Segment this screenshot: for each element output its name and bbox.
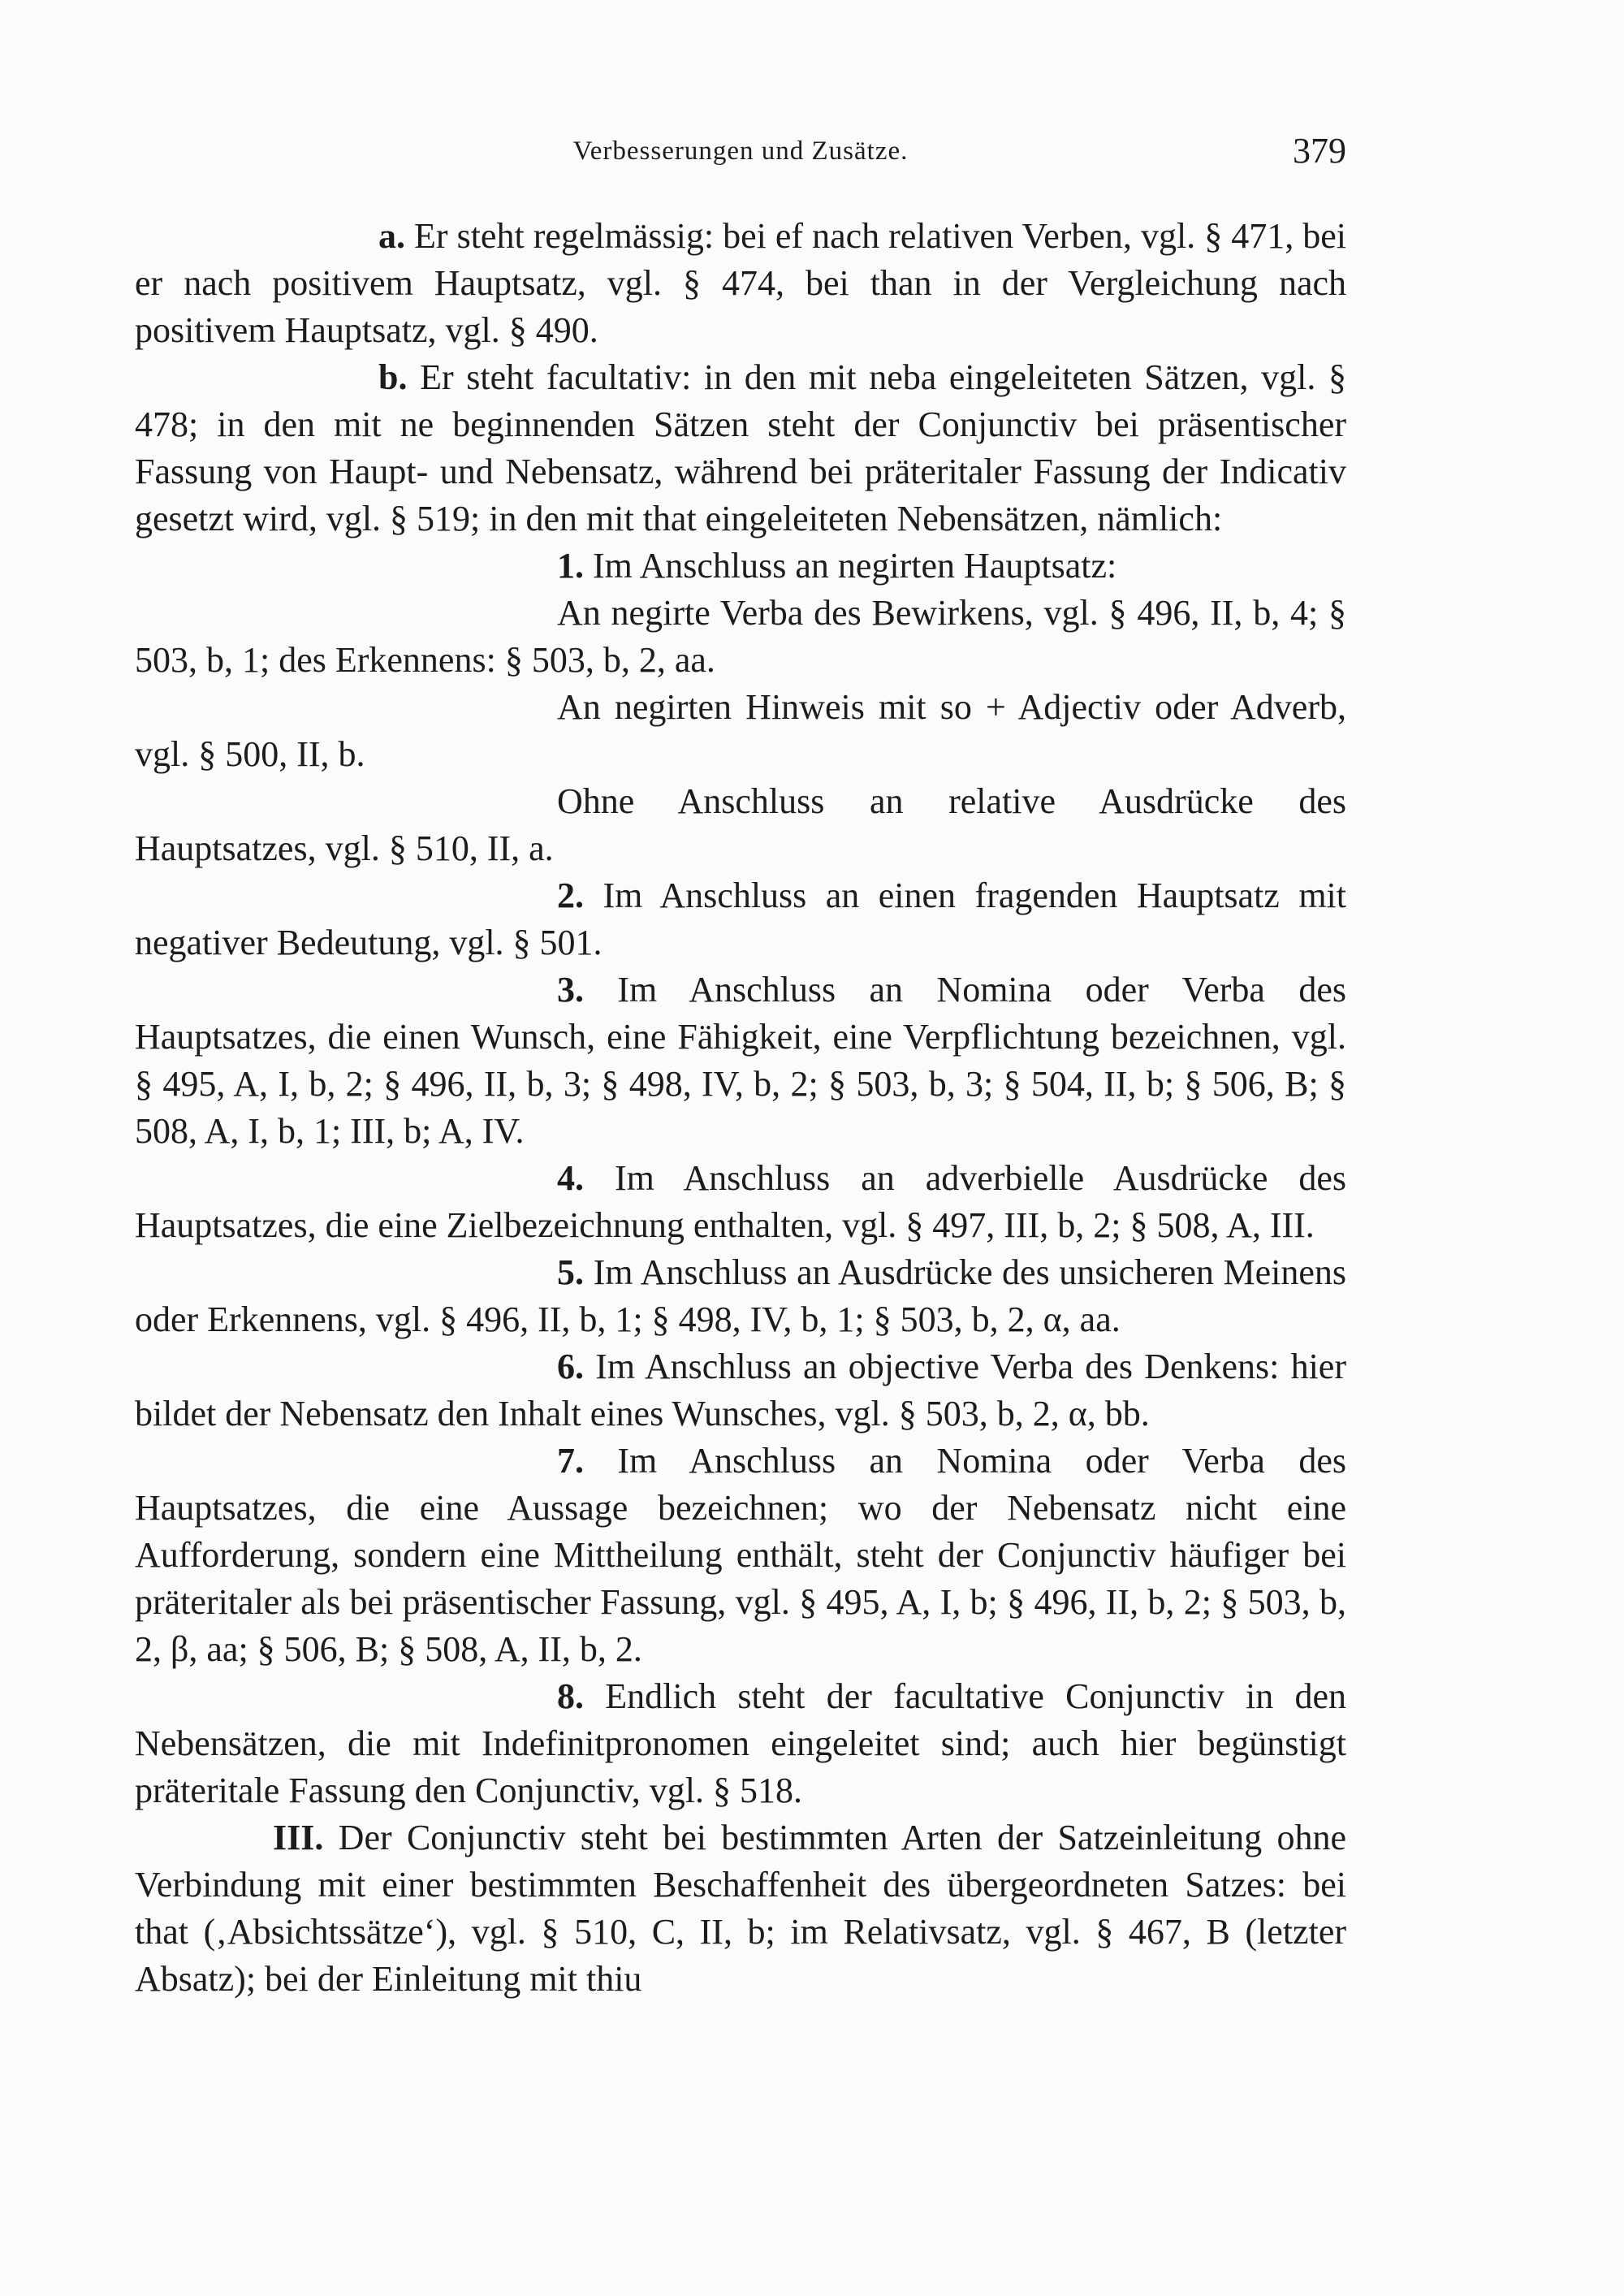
paragraph-marker: 1. xyxy=(557,546,584,586)
paragraph-marker: 6. xyxy=(557,1347,584,1386)
paragraph-text: Im Anschluss an adverbielle Ausdrücke des Hauptsatzes, die eine Zielbezeichnung enthalten, vgl. § 497, III, b, 2; § 508, A, III. xyxy=(135,1158,1346,1245)
page-number: 379 xyxy=(1293,131,1346,171)
paragraph-text: An negirten Hinweis mit so + Adjectiv oder Adverb, vgl. § 500, II, b. xyxy=(135,687,1346,774)
paragraph-text: Im Anschluss an negirten Hauptsatz: xyxy=(584,546,1117,586)
paragraph-marker: 3. xyxy=(557,970,584,1010)
paragraph-marker: 5. xyxy=(557,1252,584,1292)
paragraph-6 xyxy=(135,1343,1346,1438)
paragraph-8 xyxy=(135,1673,1346,1814)
paragraph-text: Der Conjunctiv steht bei bestimmten Arten der Satzeinleitung ohne Verbindung mit einer bestimmten Beschaffenheit des übergeordneten Satzes: bei that (‚Absichtssätze‘), vgl. § 510, C, II, b; im Relativsatz, vgl. § 467, B (letzter Absatz); bei der Einleitung mit thiu xyxy=(135,1818,1346,1999)
running-title: Verbesserungen und Zusätze. xyxy=(572,136,909,166)
paragraph-1-b xyxy=(135,684,1346,778)
paragraph-III xyxy=(135,1814,1346,2003)
paragraph-3 xyxy=(135,966,1346,1155)
paragraph-text: Endlich steht der facultative Conjunctiv in den Nebensätzen, die mit Indefinitpronomen eingeleitet sind; auch hier begünstigt präteritale Fassung den Conjunctiv, vgl. § 518. xyxy=(135,1676,1346,1810)
paragraph-marker: a. xyxy=(378,216,405,256)
paragraph-1 xyxy=(135,543,1346,590)
paragraph-text: Im Anschluss an objective Verba des Denkens: hier bildet der Nebensatz den Inhalt eines Wunsches, vgl. § 503, b, 2, α, bb. xyxy=(135,1347,1346,1433)
page-header xyxy=(135,130,1346,179)
paragraph-text: An negirte Verba des Bewirkens, vgl. § 496, II, b, 4; § 503, b, 1; des Erkennens: § 503, b, 2, aa. xyxy=(135,593,1346,680)
paragraph-text: Im Anschluss an einen fragenden Hauptsatz mit negativer Bedeutung, vgl. § 501. xyxy=(135,876,1346,962)
paragraph-b xyxy=(135,354,1346,543)
paragraph-5 xyxy=(135,1249,1346,1343)
paragraph-marker: 4. xyxy=(557,1158,584,1198)
paragraph-text: Im Anschluss an Ausdrücke des unsicheren Meinens oder Erkennens, vgl. § 496, II, b, 1; § 498, IV, b, 1; § 503, b, 2, α, aa. xyxy=(135,1252,1346,1339)
paragraph-marker: III. xyxy=(273,1818,324,1857)
body-text xyxy=(135,213,1346,2003)
paragraph-text: Im Anschluss an Nomina oder Verba des Hauptsatzes, die eine Aussage bezeichnen; wo der Nebensatz nicht eine Aufforderung, sondern eine Mittheilung enthält, steht der Conjunctiv häufiger bei präteritaler als bei präsentischer Fassung, vgl. § 495, A, I, b; § 496, II, b, 2; § 503, b, 2, β, aa; § 506, B; § 508, A, II, b, 2. xyxy=(135,1441,1346,1669)
paragraph-1-c xyxy=(135,778,1346,872)
paragraph-7 xyxy=(135,1438,1346,1673)
paragraph-text: Er steht regelmässig: bei ef nach relativen Verben, vgl. § 471, bei er nach positivem Hauptsatz, vgl. § 474, bei than in der Vergleichung nach positivem Hauptsatz, vgl. § 490. xyxy=(135,216,1346,350)
paragraph-marker: 2. xyxy=(557,876,584,915)
paragraph-1-a xyxy=(135,590,1346,684)
paragraph-2 xyxy=(135,872,1346,966)
paragraph-marker: 8. xyxy=(557,1676,584,1716)
paragraph-text: Ohne Anschluss an relative Ausdrücke des Hauptsatzes, vgl. § 510, II, a. xyxy=(135,781,1346,868)
paragraph-marker: b. xyxy=(378,357,408,397)
paragraph-text: Im Anschluss an Nomina oder Verba des Hauptsatzes, die einen Wunsch, eine Fähigkeit, eine Verpflichtung bezeichnen, vgl. § 495, A, I, b, 2; § 496, II, b, 3; § 498, IV, b, 2; § 503, b, 3; § 504, II, b; § 506, B; § 508, A, I, b, 1; III, b; A, IV. xyxy=(135,970,1346,1151)
paragraph-marker: 7. xyxy=(557,1441,584,1481)
paragraph-4 xyxy=(135,1155,1346,1249)
paragraph-text: Er steht facultativ: in den mit neba eingeleiteten Sätzen, vgl. § 478; in den mit ne beginnenden Sätzen steht der Conjunctiv bei präsentischer Fassung von Haupt- und Nebensatz, während bei präteritaler Fassung der Indicativ gesetzt wird, vgl. § 519; in den mit that eingeleiteten Nebensätzen, nämlich: xyxy=(135,357,1346,538)
paragraph-a xyxy=(135,213,1346,354)
